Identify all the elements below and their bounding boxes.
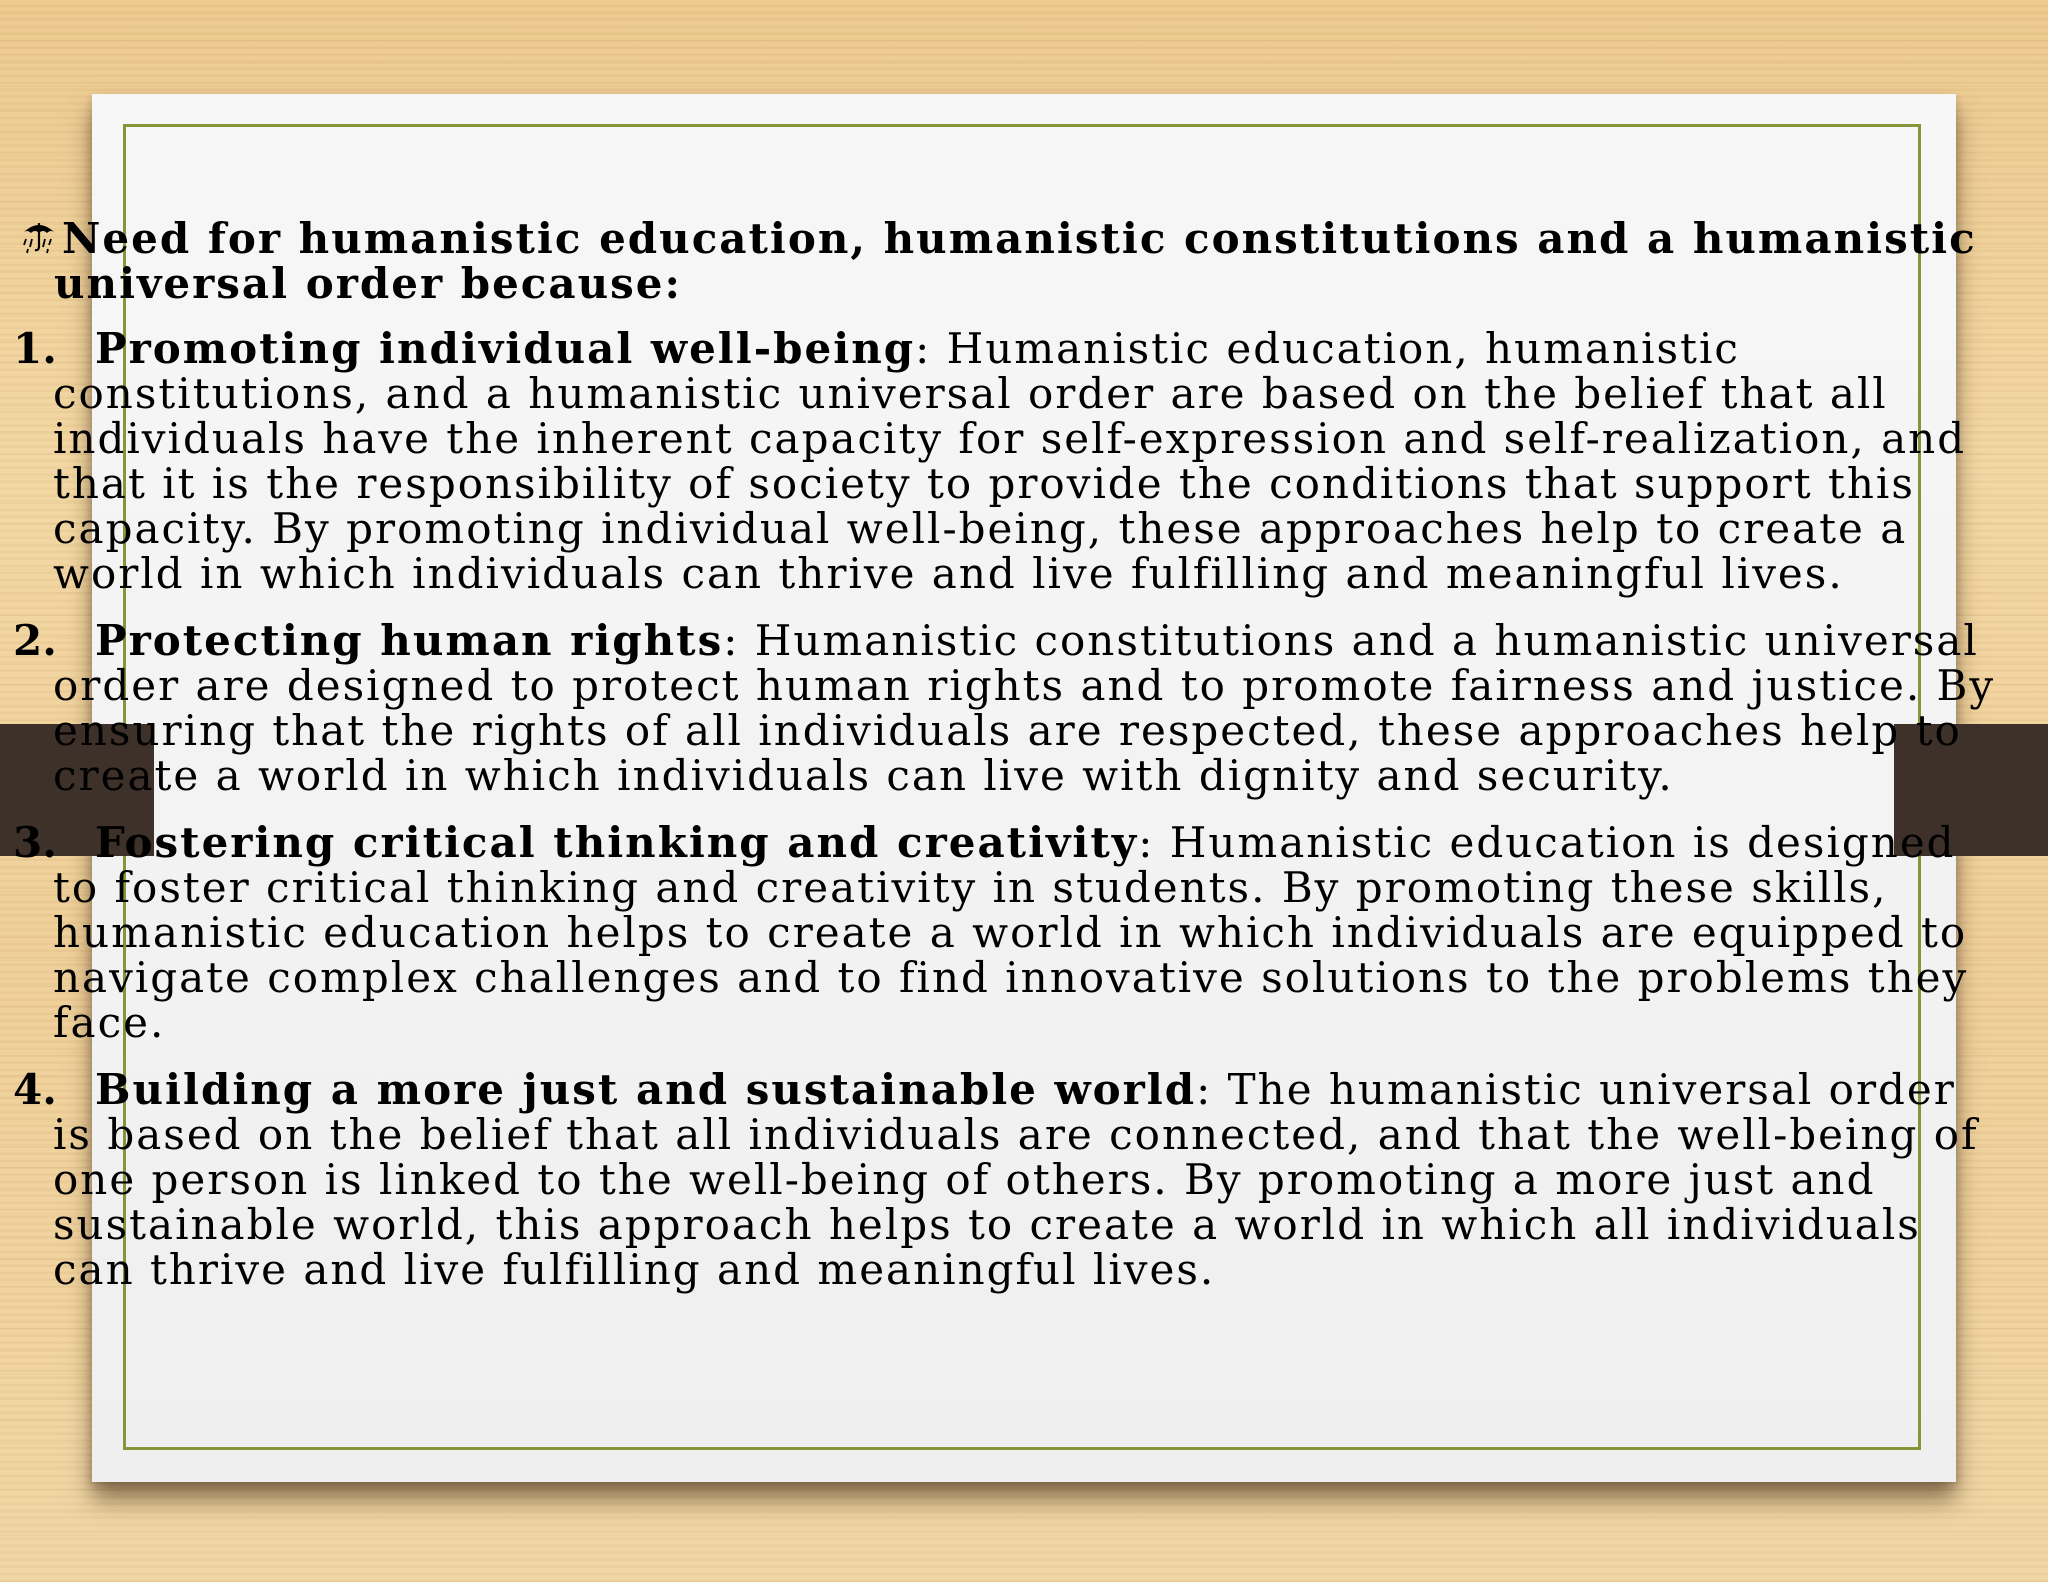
list-item [0, 1067, 2010, 1292]
slide-heading [0, 216, 2010, 306]
item-title: Building a more just and sustainable world [95, 1065, 1197, 1114]
item-number: 1. [13, 324, 57, 373]
heading-text: Need for humanistic education, humanistic constitutions and a humanistic universal order because: [54, 214, 1977, 308]
item-text: : Humanistic education is designed to foster critical thinking and creativity in students. By promoting these skills, humanistic education helps to create a world in which individuals are equipped to navigate complex challenges and to find innovative solutions to the problems they face. [53, 818, 1969, 1047]
list-item [0, 820, 2010, 1045]
item-title: Protecting human rights [95, 616, 724, 665]
umbrella-rain-icon [20, 218, 58, 258]
item-text: : Humanistic education, humanistic constitutions, and a humanistic universal order are based on the belief that all individuals have the inherent capacity for self-expression and self-realization, and that it is the responsibility of society to provide the conditions that support this capacity. By promoting individual well-being, these approaches help to create a world in which individuals can thrive and live fulfilling and meaningful lives. [53, 324, 1967, 598]
slide-content [0, 216, 2010, 1314]
item-text: : Humanistic constitutions and a humanistic universal order are designed to protect human rights and to promote fairness and justice. By ensuring that the rights of all individuals are respected, these approaches help to create a world in which individuals can live with dignity and security. [53, 616, 1996, 800]
item-number: 3. [13, 818, 57, 867]
item-text: : The humanistic universal order is based on the belief that all individuals are connected, and that the well-being of one person is linked to the well-being of others. By promoting a more just and sustainable world, this approach helps to create a world in which all individuals can thrive and live fulfilling and meaningful lives. [53, 1065, 1979, 1294]
list-item [0, 326, 2010, 596]
item-number: 2. [13, 616, 57, 665]
item-number: 4. [13, 1065, 57, 1114]
item-title: Promoting individual well-being [95, 324, 916, 373]
item-title: Fostering critical thinking and creativity [95, 818, 1139, 867]
list-item [0, 618, 2010, 798]
